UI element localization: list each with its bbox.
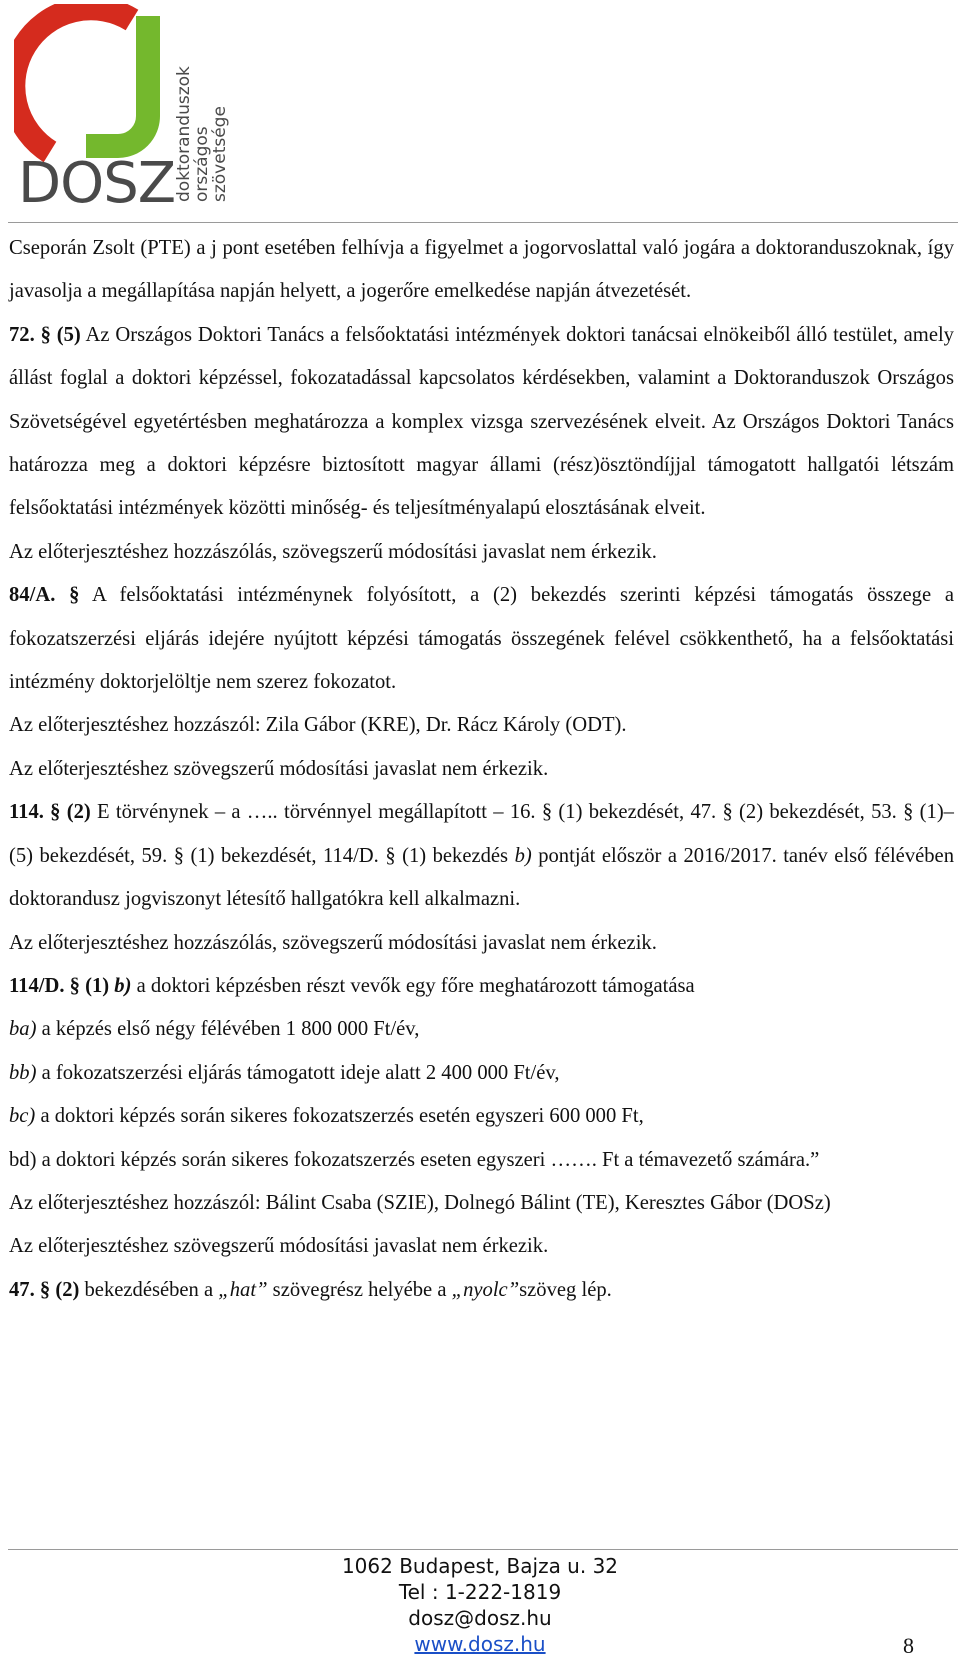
text-run: a doktori képzésben részt vevők egy főre meghatározott támogatása (131, 974, 695, 997)
text-run: Az előterjesztéshez hozzászól: Zila Gábor (KRE), Dr. Rácz Károly (ODT). (9, 714, 627, 737)
text-run: A felsőoktatási intézménynek folyósított, a (2) bekezdés szerinti képzési támogatás összege a fokozatszerzési eljárás idejére nyújtott képzési támogatás összegének felével csökkenthető, ha a felsőoktatási intézmény doktorjelöltje nem szerez fokozatot. (9, 584, 955, 694)
text-run: Cseporán Zsolt (PTE) a j pont esetében felhívja a figyelmet a jogorvoslattal való jogára a doktoranduszoknak, így javasolja a megállapítása napján helyett, a jogerőre emelkedése napján átvezetését. (9, 237, 954, 303)
text-run: a képzés első négy félévében 1 800 000 Ft/év, (36, 1018, 420, 1041)
paragraph (9, 1008, 954, 1051)
text-run: „nyolc” (451, 1278, 520, 1301)
paragraph (9, 574, 954, 704)
text-run: 114. § (2) (9, 801, 91, 824)
text-run: Az előterjesztéshez hozzászólás, szövegszerű módosítási javaslat nem érkezik. (9, 540, 657, 563)
text-run: 72. § (5) (9, 323, 81, 346)
text-run: pontját először a 2016/2017. tanév első félévében doktorandusz jogviszonyt létesítő hallgatókra kell alkalmazni. (9, 844, 954, 911)
text-run: bc) (9, 1105, 36, 1128)
paragraph (9, 1052, 954, 1095)
paragraph (9, 227, 954, 314)
text-run: E törvénynek – a ….. törvénnyel megállapított – 16. § (1) bekezdését, 47. § (2) bekezdését, 53. § (1)–(5) bekezdését, 59. § (1) bekezdését, 114/D. § (1) bekezdés (9, 801, 954, 867)
footer-email: dosz@dosz.hu (408, 1606, 552, 1630)
paragraph (9, 1225, 954, 1268)
text-run: a fokozatszerzési eljárás támogatott ideje alatt 2 400 000 Ft/év, (36, 1061, 560, 1084)
text-run: a doktori képzés során sikeres fokozatszerzés esetén egyszeri 600 000 Ft, (35, 1105, 644, 1128)
text-run: szövegrész helyébe a (267, 1278, 452, 1301)
paragraph (9, 965, 954, 1008)
paragraph (9, 748, 954, 791)
text-run: ba) (9, 1018, 37, 1041)
text-run: b) (514, 844, 532, 867)
paragraph (9, 1182, 954, 1225)
page-header (0, 0, 960, 225)
text-run: bd) a doktori képzés során sikeres fokozatszerzés eseten egyszeri ……. Ft a témavezető számára.” (9, 1148, 820, 1171)
paragraph (9, 704, 954, 747)
text-run: 84/A. § (9, 584, 80, 607)
text-run: Az előterjesztéshez szövegszerű módosítási javaslat nem érkezik. (9, 1235, 549, 1258)
dosz-logo (14, 4, 234, 212)
text-run: szöveg lép. (519, 1278, 612, 1301)
paragraph (9, 1095, 954, 1138)
text-run: bekezdésében a (79, 1278, 219, 1301)
text-run: Az Országos Doktori Tanács a felsőoktatási intézmények doktori tanácsai elnökeiből álló testület, amely állást foglal a doktori képzéssel, fokozatadással kapcsolatos kérdésekben, valamint a Doktoranduszok Országos Szövetségével egyetértésben meghatározza a komplex vizsga szervezésének elveit. Az Országos Doktori Tanács határozza meg a doktori képzésre biztosított magyar állami (rész)ösztöndíjjal támogatott hallgatói létszám felsőoktatási intézmények közötti minőség- és teljesítményalapú elosztásának elveit. (9, 323, 954, 520)
paragraph (9, 791, 954, 921)
paragraph (9, 531, 954, 574)
text-run: Az előterjesztéshez hozzászólás, szövegszerű módosítási javaslat nem érkezik. (9, 931, 657, 954)
paragraph (9, 1139, 954, 1182)
page-number: 8 (903, 1633, 914, 1658)
logo-tagline-1: doktoranduszok (174, 66, 194, 202)
document-body (9, 227, 954, 1312)
page-footer (0, 1553, 960, 1657)
text-run: bb) (9, 1061, 37, 1084)
text-run: 47. § (2) (9, 1278, 80, 1301)
logo-wordmark: DOSZ (18, 151, 176, 212)
header-divider (8, 222, 958, 223)
text-run: b) (114, 974, 132, 997)
footer-phone: Tel : 1-222-1819 (398, 1580, 562, 1604)
paragraph (9, 1269, 954, 1312)
logo-red-arc (14, 8, 132, 152)
text-run: Az előterjesztéshez szövegszerű módosítási javaslat nem érkezik. (9, 757, 549, 780)
paragraph (9, 922, 954, 965)
logo-green-arc (86, 16, 148, 146)
logo-tagline-2: országos (192, 126, 212, 202)
text-run: „hat” (218, 1278, 268, 1301)
footer-address: 1062 Budapest, Bajza u. 32 (341, 1554, 619, 1578)
footer-website-link[interactable]: www.dosz.hu (414, 1632, 546, 1656)
footer-divider (8, 1549, 958, 1550)
logo-tagline-3: szövetsége (210, 106, 230, 202)
text-run: 114/D. § (1) (9, 974, 115, 997)
text-run: Az előterjesztéshez hozzászól: Bálint Csaba (SZIE), Dolnegó Bálint (TE), Keresztes Gábor (DOSz) (9, 1191, 831, 1214)
paragraph (9, 314, 954, 531)
